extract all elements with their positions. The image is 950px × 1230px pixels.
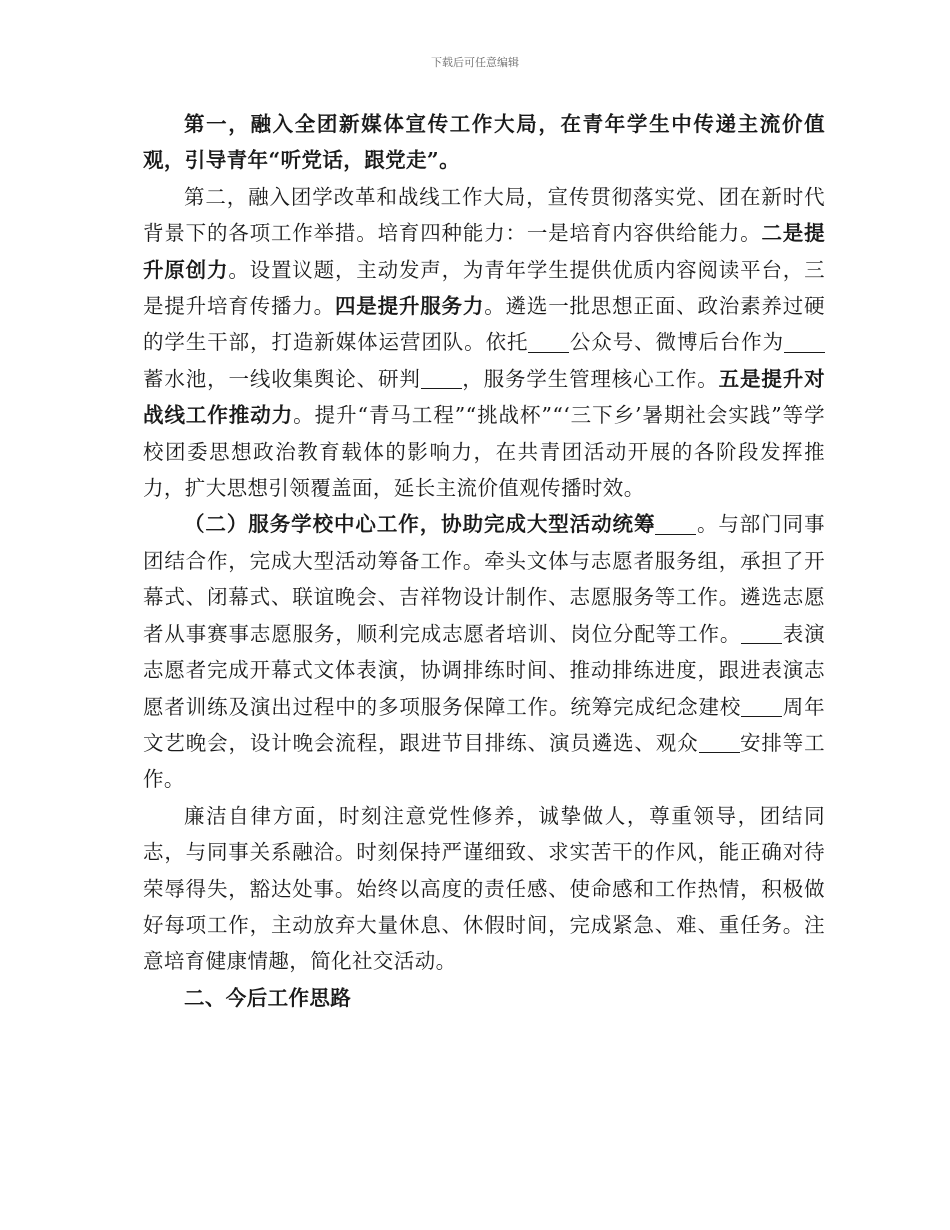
- page-header: 下载后可任意编辑: [431, 56, 519, 69]
- bold-run: （二）服务学校中心工作，协助完成大型活动统筹: [184, 512, 656, 537]
- blank-line: [741, 693, 782, 717]
- text-run: 。遴选一批思想正面、政治素养过硬的学生干部，打造新媒体运营团队。依托: [143, 294, 825, 355]
- text-run: 表演志愿者完成开幕式文体表演，协调排练时间、推动排练进度，跟进表演志愿者训练及演出过程中的多项服务保障工作。统筹完成纪念建校: [143, 621, 825, 719]
- text-run: 。与部门同事团结合作，完成大型活动筹备工作。牵头文体与志愿者服务组，承担了开幕式、闭幕式、联谊晚会、吉祥物设计制作、志愿服务等工作。遴选志愿者从事赛事志愿服务，顺利完成志愿者培训、岗位分配等工作。: [143, 512, 825, 646]
- text-run: 周年文艺晚会，设计晚会流程，跟进节目排练、演员遴选、观众: [143, 694, 825, 755]
- blank-line: [528, 329, 569, 353]
- paragraph-section-two: [143, 506, 825, 797]
- document-body: [143, 106, 825, 1016]
- text-run: 第二，融入团学改革和战线工作大局，宣传贯彻落实党、团在新时代背景下的各项工作举措。培育四种能力：一是培育内容供给能力。: [143, 184, 825, 246]
- bold-run: 五是提升对战线工作推动力: [143, 366, 825, 428]
- paragraph-integrity: 廉洁自律方面，时刻注意党性修养，诚挚做人，尊重领导，团结同志，与同事关系融洽。时刻保持严谨细致、求实苦干的作风，能正确对待荣辱得失，豁达处事。始终以高度的责任感、使命感和工作热情，积极做好每项工作，主动放弃大量休息、休假时间，完成紧急、难、重任务。注意培育健康情趣，简化社交活动。: [143, 803, 825, 974]
- bold-run: 四是提升服务力: [334, 294, 485, 319]
- text-run: 。设置议题，主动发声，为青年学生提供优质内容阅读平台，三是提升培育传播力。: [143, 257, 825, 319]
- paragraph-first-point: 第一，融入全团新媒体宣传工作大局，在青年学生中传递主流价值观，引导青年“听党话，跟党走”。: [143, 112, 825, 173]
- blank-line: [784, 329, 825, 353]
- bold-run: 二是提升原创力: [143, 221, 825, 282]
- text-run: 安排等工作。: [143, 730, 825, 792]
- text-run: 蓄水池，一线收集舆论、研判: [143, 366, 421, 391]
- blank-line: [655, 511, 696, 535]
- blank-line: [741, 620, 782, 644]
- text-run: 公众号、微博后台作为: [569, 330, 785, 355]
- section-heading-future-work: 二、今后工作思路: [184, 985, 352, 1010]
- blank-line: [699, 729, 740, 753]
- paragraph-second-point: [143, 179, 825, 507]
- text-run: ，服务学生管理核心工作。: [461, 366, 719, 391]
- blank-line: [421, 365, 462, 389]
- text-run: 。提升“青马工程”“挑战杯”“‘三下乡’暑期社会实践”等学校团委思想政治教育载体的影响力，在共青团活动开展的各阶段发挥推力，扩大思想引领覆盖面，延长主流价值观传播时效。: [143, 403, 825, 501]
